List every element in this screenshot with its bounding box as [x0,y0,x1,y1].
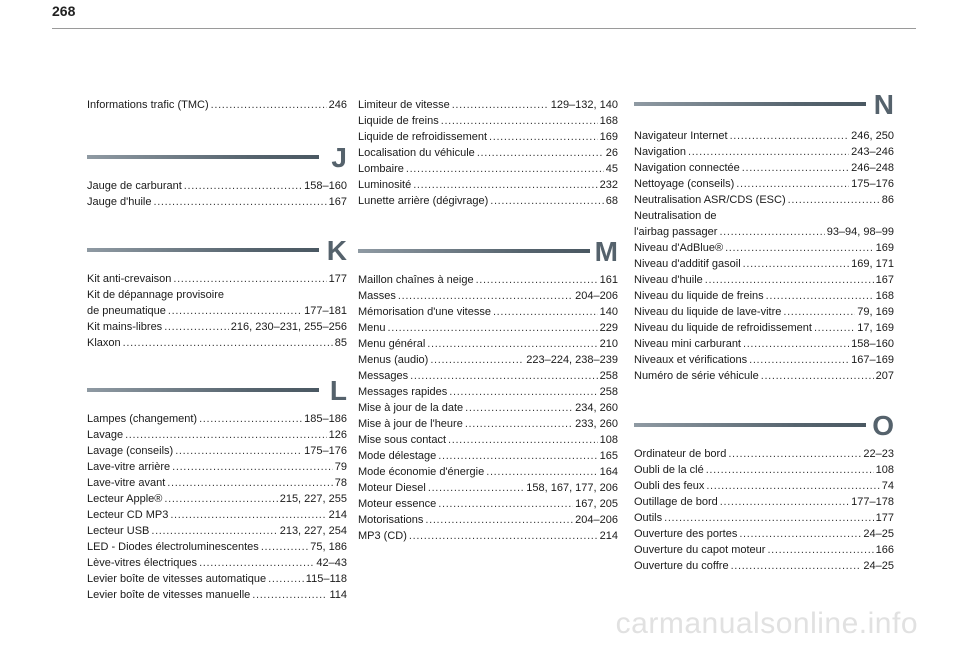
dot-leader [761,368,874,384]
index-entry-label: Ouverture des portes [634,528,738,540]
dot-leader [154,194,327,210]
index-entry-pages: 258 [599,386,618,398]
index-entry [87,178,347,194]
section-letter: M [594,236,618,267]
index-entry [634,462,894,478]
section-letter: J [331,142,347,173]
index-entry-pages: 246 [328,99,347,111]
index-entry-pages: 215, 227, 255 [279,493,347,505]
index-entry [634,368,894,384]
dot-leader [430,352,524,368]
index-entry [634,160,894,176]
index-entry-pages: 207 [875,370,894,382]
index-entry-pages: 161 [599,274,618,286]
index-entry [87,319,347,335]
dot-leader [199,555,314,571]
index-entry-pages: 42–43 [316,557,347,569]
dot-leader [441,113,598,129]
index-entry [87,475,347,491]
index-entry-pages: 108 [875,464,894,476]
index-entry-label: LED - Diodes électroluminescentes [87,541,259,553]
index-entry-pages: 168 [875,290,894,302]
dot-leader [743,256,850,272]
dot-leader [739,526,861,542]
dot-leader [398,288,573,304]
index-entry [358,512,618,528]
dot-leader [814,320,855,336]
dot-leader [728,446,861,462]
index-entry-pages: 169 [599,131,618,143]
dot-leader [252,587,327,603]
index-entry-label: Mode économie d'énergie [358,466,485,478]
index-entry [634,526,894,542]
index-entry-label: Liquide de freins [358,115,439,127]
index-entry [358,336,618,352]
index-entry-label: Lave-vitre avant [87,477,166,489]
dot-leader [767,542,873,558]
index-entry-pages: 115–118 [305,573,347,585]
index-entry-pages: 177–178 [851,496,894,508]
dot-leader [452,97,549,113]
index-entry-label: Lavage [87,429,124,441]
dot-leader [388,320,598,336]
index-entry [87,97,347,113]
dot-leader [427,336,597,352]
dot-leader [664,510,874,526]
dot-leader [170,507,326,523]
dot-leader [409,528,598,544]
index-entry-label: Klaxon [87,337,121,349]
dot-leader [175,443,302,459]
dot-leader [268,571,304,587]
index-entry [87,523,347,539]
dot-leader [438,448,597,464]
section-header-k [87,236,347,270]
page-number: 268 [52,3,76,19]
index-entry-label: Lève-vitres électriques [87,557,198,569]
index-entry-label: Lecteur CD MP3 [87,509,169,521]
dot-leader [706,478,879,494]
dot-leader [173,271,326,287]
index-entry-label: Informations trafic (TMC) [87,99,209,111]
index-entry-label: Lavage (conseils) [87,445,174,457]
index-entry-pages: 185–186 [304,413,347,425]
index-entry-label: Ouverture du capot moteur [634,544,766,556]
index-entry-pages: 158–160 [851,338,894,350]
section-divider-bar [634,423,866,427]
dot-leader [199,411,302,427]
index-entry-label: Jauge de carburant [87,180,182,192]
dot-leader [438,496,573,512]
index-entry-pages: 26 [605,147,618,159]
index-entry-pages: 214 [599,530,618,542]
dot-leader [742,160,849,176]
index-entry-pages: 22–23 [863,448,894,460]
dot-leader [164,491,277,507]
dot-leader [736,176,849,192]
index-entry [87,459,347,475]
index-entry-label: Lampes (changement) [87,413,198,425]
index-entry [87,507,347,523]
index-entry-pages: 229 [599,322,618,334]
index-entry-label: Menu [358,322,386,334]
index-entry-label: Niveau du liquide de lave-vitre [634,306,782,318]
dot-leader [706,462,874,478]
index-entry [358,97,618,113]
dot-leader [688,144,849,160]
dot-leader [493,304,598,320]
index-entry-label: Mise à jour de la date [358,402,464,414]
index-entry-label: Mise sous contact [358,434,447,446]
section-divider-bar [358,249,590,253]
index-entry-pages: 168 [599,115,618,127]
section-divider-bar [87,155,319,159]
index-entry [634,478,894,494]
index-section-i-cont [87,97,347,113]
index-entry-label: Localisation du véhicule [358,147,475,159]
index-section-l-cont [358,97,618,209]
index-entry [358,384,618,400]
section-letter: K [326,235,347,266]
index-entry [634,352,894,368]
index-entry [87,411,347,427]
index-entry [358,304,618,320]
index-section-l [87,376,347,603]
index-entry-label: Niveau d'additif gasoil [634,258,741,270]
index-section-n [634,90,894,384]
index-entry-pages: 93–94, 98–99 [826,226,894,238]
index-entry [358,288,618,304]
index-entry-pages: 177 [875,512,894,524]
index-entry-pages: 24–25 [863,528,894,540]
index-entry-pages: 167 [328,196,347,208]
index-entry-pages: 210 [599,338,618,350]
index-entry-label: Menu général [358,338,426,350]
index-entry-pages: 177–181 [304,305,347,317]
dot-leader [465,416,573,432]
section-divider-bar [87,388,319,392]
index-entry-label: Niveau du liquide de refroidissement [634,322,812,334]
index-entry-pages: 165 [599,450,618,462]
index-entry [87,491,347,507]
index-entry-label: l'airbag passager [634,226,718,238]
dot-leader [172,459,333,475]
index-section-m [358,237,618,544]
index-entry [87,587,347,603]
section-header-n [634,90,894,124]
index-entry [634,446,894,462]
index-entry-pages: 167, 205 [575,498,618,510]
index-entry [634,192,894,208]
index-entry-pages: 243–246 [851,146,894,158]
index-entry-pages: 166 [875,544,894,556]
index-entry-pages: 24–25 [863,560,894,572]
dot-leader [449,384,597,400]
index-entry-pages: 214 [328,509,347,521]
index-entry-label: Motorisations [358,514,424,526]
index-entry-pages: 204–206 [575,514,618,526]
index-entry [634,176,894,192]
dot-leader [490,193,604,209]
index-entry-label: Oubli des feux [634,480,705,492]
dot-leader [730,128,850,144]
index-entry-pages: 126 [328,429,347,441]
index-entry [87,287,347,303]
index-entry-pages: 164 [599,466,618,478]
index-entry [634,128,894,144]
dot-leader [476,272,598,288]
index-entry-label: Lunette arrière (dégivrage) [358,195,489,207]
index-entry-label: Outils [634,512,663,524]
index-entry [634,288,894,304]
index-entry-pages: 175–176 [304,445,347,457]
index-entry-label: Maillon chaînes à neige [358,274,474,286]
index-section-o [634,411,894,574]
index-entry-pages: 246, 250 [851,130,894,142]
index-entry-label: Outillage de bord [634,496,718,508]
dot-leader [413,177,597,193]
index-entry-label: Lecteur USB [87,525,150,537]
dot-leader [261,539,308,555]
index-entry-label: Masses [358,290,396,302]
index-entry-label: Neutralisation de [634,210,717,222]
dot-leader [749,352,849,368]
index-entry-label: Mode délestage [358,450,437,462]
index-entry [634,494,894,510]
index-entry [634,208,894,224]
dot-leader [489,129,598,145]
index-entry-label: Navigateur Internet [634,130,728,142]
index-entry-label: Numéro de série véhicule [634,370,759,382]
index-entry-pages: 204–206 [575,290,618,302]
index-entry-label: de pneumatique [87,305,166,317]
dot-leader [477,145,604,161]
index-entry-pages: 167–169 [851,354,894,366]
index-entry-pages: 114 [329,589,347,601]
dot-leader [167,475,332,491]
index-entry-label: Lecteur Apple® [87,493,163,505]
index-entry [358,272,618,288]
index-entry [634,336,894,352]
dot-leader [448,432,598,448]
dot-leader [211,97,327,113]
index-entry-label: Lombaire [358,163,404,175]
index-entry [87,194,347,210]
dot-leader [783,304,855,320]
index-entry-label: Mémorisation d'une vitesse [358,306,491,318]
index-entry-label: Kit mains-libres [87,321,163,333]
index-entry [358,448,618,464]
section-header-l [87,376,347,410]
index-entry-label: Navigation [634,146,686,158]
index-entry [358,177,618,193]
index-entry-pages: 169 [875,242,894,254]
index-entry-pages: 216, 230–231, 255–256 [230,321,347,333]
index-entry-label: Limiteur de vitesse [358,99,450,111]
index-entry-label: Navigation connectée [634,162,740,174]
index-entry-pages: 78 [334,477,347,489]
index-entry-pages: 177 [328,273,347,285]
header-rule [52,28,916,29]
index-entry-label: Niveau d'AdBlue® [634,242,724,254]
index-entry [358,496,618,512]
index-entry-label: Levier boîte de vitesses automatique [87,573,267,585]
section-letter: O [872,410,894,441]
index-section-k [87,236,347,351]
index-entry [87,335,347,351]
index-entry-label: Ouverture du coffre [634,560,729,572]
dot-leader [719,224,824,240]
index-entry-label: Luminosité [358,179,412,191]
index-entry-label: Mise à jour de l'heure [358,418,463,430]
index-entry [87,443,347,459]
index-entry [358,400,618,416]
dot-leader [151,523,277,539]
index-entry [358,528,618,544]
dot-leader [123,335,333,351]
index-section-j [87,143,347,210]
index-entry [358,416,618,432]
index-entry-pages: 169, 171 [851,258,894,270]
index-entry [87,571,347,587]
index-entry-label: Menus (audio) [358,354,429,366]
index-entry-pages: 108 [599,434,618,446]
dot-leader [725,240,874,256]
dot-leader [705,272,874,288]
index-entry-pages: 167 [875,274,894,286]
index-entry [358,352,618,368]
dot-leader [164,319,229,335]
index-entry-label: Jauge d'huile [87,196,152,208]
index-entry [87,303,347,319]
index-entry-label: Liquide de refroidissement [358,131,488,143]
index-entry-label: Nettoyage (conseils) [634,178,735,190]
dot-leader [428,480,524,496]
index-entry-label: Niveau mini carburant [634,338,741,350]
index-entry [358,368,618,384]
index-entry-label: Niveaux et vérifications [634,354,748,366]
index-entry [634,510,894,526]
index-entry-pages: 74 [881,480,894,492]
dot-leader [486,464,597,480]
index-entry [634,144,894,160]
index-entry-label: Lave-vitre arrière [87,461,171,473]
section-divider-bar [87,248,319,252]
dot-leader [406,161,604,177]
index-entry-pages: 234, 260 [575,402,618,414]
index-entry-pages: 158–160 [304,180,347,192]
index-entry [358,161,618,177]
index-entry [358,145,618,161]
watermark-text: carmanualsonline.info [615,607,918,640]
index-entry [358,113,618,129]
index-entry-label: MP3 (CD) [358,530,407,542]
index-entry [634,542,894,558]
index-entry-label: Messages rapides [358,386,448,398]
index-entry [634,224,894,240]
index-entry [634,272,894,288]
index-entry [358,464,618,480]
index-entry-label: Ordinateur de bord [634,448,727,460]
index-entry-pages: 175–176 [851,178,894,190]
index-entry [358,320,618,336]
index-entry-pages: 86 [881,194,894,206]
index-entry-pages: 79 [334,461,347,473]
index-entry-label: Moteur essence [358,498,437,510]
index-entry-pages: 85 [334,337,347,349]
index-entry [634,240,894,256]
dot-leader [465,400,573,416]
dot-leader [720,494,849,510]
dot-leader [184,178,302,194]
index-entry-pages: 68 [605,195,618,207]
index-entry-pages: 232 [599,179,618,191]
index-entry [634,304,894,320]
index-entry-pages: 75, 186 [310,541,347,553]
index-entry-pages: 258 [599,370,618,382]
dot-leader [425,512,573,528]
index-entry [634,558,894,574]
index-entry-pages: 45 [605,163,618,175]
index-entry [634,320,894,336]
index-entry [87,539,347,555]
dot-leader [731,558,862,574]
index-entry-label: Kit de dépannage provisoire [87,289,224,301]
index-entry-pages: 223–224, 238–239 [526,354,618,366]
index-entry-label: Kit anti-crevaison [87,273,172,285]
index-entry [358,480,618,496]
section-header-j [87,143,347,177]
index-entry [87,427,347,443]
index-entry-pages: 79, 169 [857,306,894,318]
section-letter: L [329,375,347,406]
index-entry [87,271,347,287]
index-entry [634,256,894,272]
index-entry-label: Niveau du liquide de freins [634,290,764,302]
index-entry-pages: 233, 260 [575,418,618,430]
section-letter: N [873,89,894,120]
dot-leader [168,303,302,319]
section-divider-bar [634,102,866,106]
index-entry [358,129,618,145]
index-entry [358,193,618,209]
index-entry-label: Moteur Diesel [358,482,426,494]
index-entry-pages: 17, 169 [857,322,894,334]
index-entry-pages: 140 [599,306,618,318]
index-entry-label: Messages [358,370,409,382]
index-entry-pages: 246–248 [851,162,894,174]
section-header-o [634,411,894,445]
index-entry-pages: 213, 227, 254 [279,525,347,537]
index-entry-label: Niveau d'huile [634,274,703,286]
index-entry [87,555,347,571]
dot-leader [743,336,849,352]
index-entry-label: Neutralisation ASR/CDS (ESC) [634,194,786,206]
index-entry-pages: 129–132, 140 [550,99,618,111]
index-entry-pages: 158, 167, 177, 206 [526,482,618,494]
dot-leader [766,288,874,304]
section-header-m [358,237,618,271]
dot-leader [125,427,327,443]
index-entry-label: Oubli de la clé [634,464,704,476]
index-entry [358,432,618,448]
dot-leader [788,192,880,208]
index-entry-label: Levier boîte de vitesses manuelle [87,589,251,601]
dot-leader [410,368,598,384]
